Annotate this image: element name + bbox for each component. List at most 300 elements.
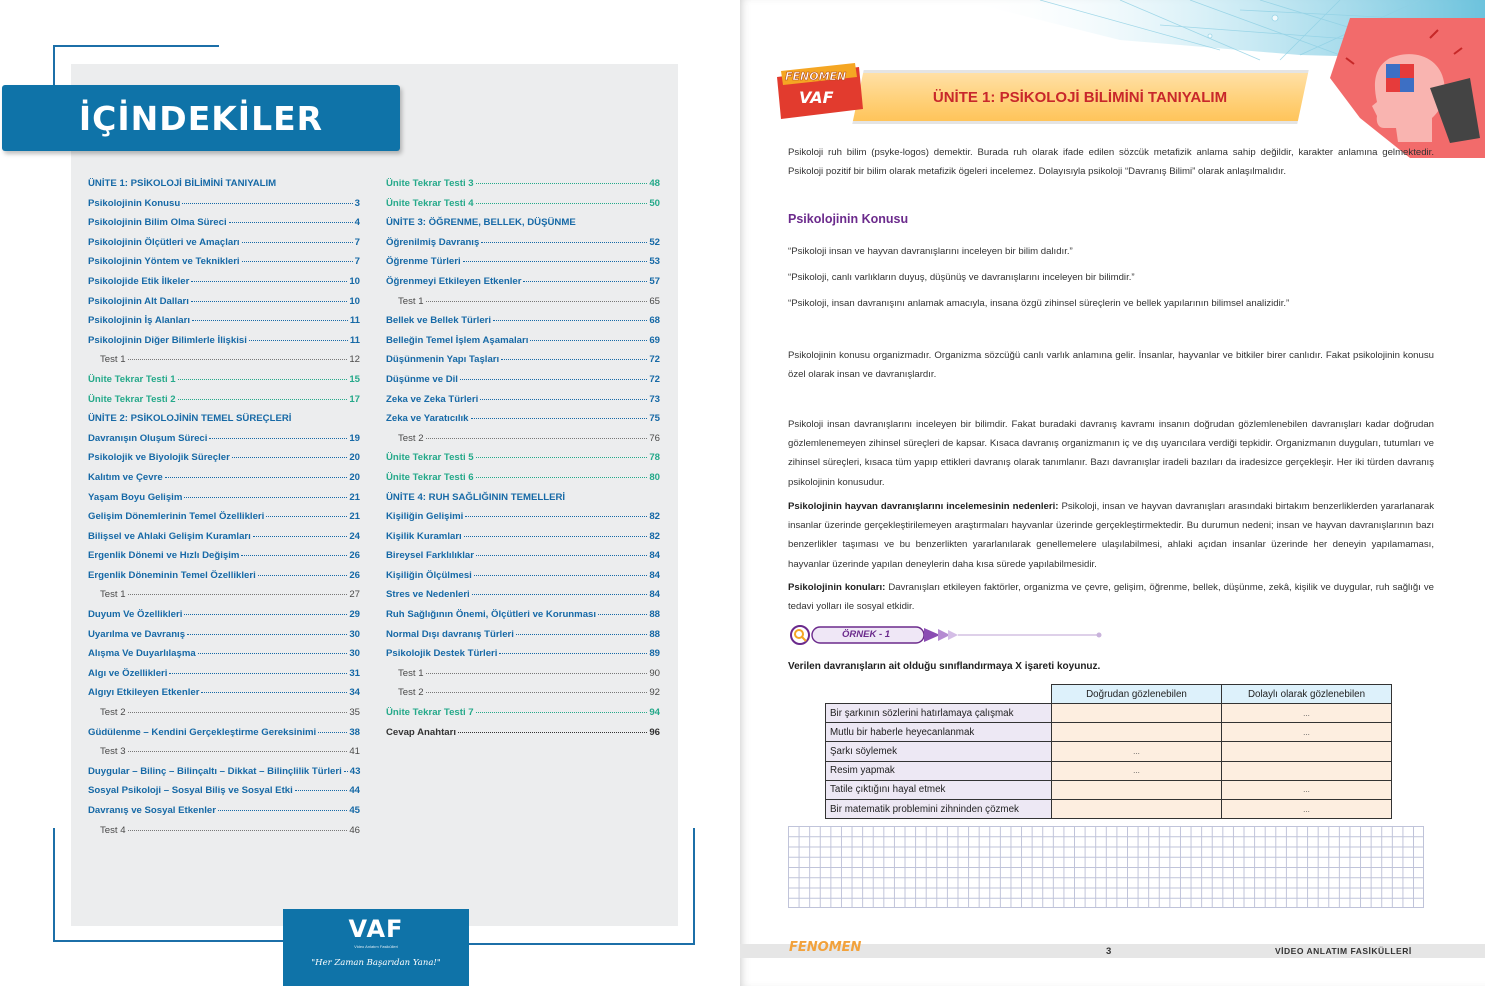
toc-entry-page: 48 [649, 178, 660, 189]
toc-leader [128, 751, 348, 752]
toc-entry-page: 26 [349, 550, 360, 562]
toc-entry-page: 73 [649, 393, 660, 405]
toc-entry-page: 76 [649, 432, 660, 444]
fenomen-vaf-logo [775, 63, 865, 121]
toc-entry[interactable] [88, 354, 360, 374]
toc-entry-title: Psikolojinin Konusu [88, 197, 181, 209]
toc-entry[interactable] [88, 276, 360, 296]
toc-leader [464, 536, 648, 537]
toc-entry[interactable] [88, 550, 360, 570]
toc-entry-title: Test 2 [100, 707, 126, 719]
toc-entry[interactable] [88, 335, 360, 355]
toc-entry[interactable] [88, 413, 360, 433]
toc-entry-title: Stres ve Nedenleri [386, 589, 470, 601]
toc-entry-page: 26 [349, 569, 360, 581]
toc-entry-page: 21 [349, 511, 360, 523]
toc-leader [426, 692, 648, 693]
logo-brand-top: FENOMEN [785, 70, 847, 83]
frame-line-top [53, 45, 219, 47]
toc-leader [165, 477, 348, 478]
toc-entry[interactable] [88, 746, 360, 766]
toc-entry[interactable] [88, 511, 360, 531]
toc-leader [218, 810, 347, 811]
toc-leader [598, 614, 647, 615]
toc-entry-title: Gelişim Dönemlerinin Temel Özellikleri [88, 511, 265, 523]
toc-entry-title: Test 4 [100, 824, 126, 836]
toc-entry-page: 29 [349, 609, 360, 621]
toc-leader [499, 653, 647, 654]
toc-entry-page: 53 [649, 256, 660, 268]
toc-entry-title: Ruh Sağlığının Önemi, Ölçütleri ve Korunması [386, 609, 597, 621]
indirect-cell[interactable] [1222, 742, 1392, 761]
toc-entry-page: 69 [649, 334, 660, 346]
toc-entry[interactable] [386, 550, 660, 570]
toc-entry[interactable] [386, 335, 660, 355]
toc-entry[interactable] [386, 374, 660, 394]
toc-entry[interactable] [386, 315, 660, 335]
toc-entry-title: Öğrenilmiş Davranış [386, 236, 480, 248]
toc-entry[interactable] [88, 570, 360, 590]
paragraph-topics [788, 578, 1434, 616]
toc-entry[interactable] [386, 296, 660, 316]
toc-entry-title: Ünite Tekrar Testi 4 [386, 197, 474, 209]
table-corner [826, 685, 1052, 704]
toc-leader [242, 261, 353, 262]
toc-entry[interactable] [88, 785, 360, 805]
indirect-cell[interactable]: ... [1222, 704, 1392, 723]
indirect-cell[interactable]: ... [1222, 780, 1392, 799]
toc-leader [128, 359, 348, 360]
toc-entry-title: ÜNİTE 4: RUH SAĞLIĞININ TEMELLERİ [386, 491, 566, 503]
direct-cell[interactable] [1052, 780, 1222, 799]
toc-entry[interactable] [386, 217, 660, 237]
toc-entry-page: 10 [349, 295, 360, 307]
toc-entry-title: Test 3 [100, 746, 126, 758]
page-number: 3 [1106, 946, 1112, 957]
toc-entry-title: Psikolojinin Ölçütleri ve Amaçları [88, 236, 240, 248]
logo-brand-bottom: VAF [799, 88, 834, 107]
toc-leader [460, 379, 647, 380]
toc-entry-page: 68 [649, 315, 660, 327]
toc-entry[interactable] [88, 198, 360, 218]
toc-leader [242, 242, 353, 243]
toc-leader [476, 457, 648, 458]
toc-entry-page: 90 [649, 667, 660, 679]
toc-entry-page: 78 [649, 452, 660, 464]
toc-entry-page: 92 [649, 687, 660, 699]
toc-entry-page: 4 [354, 217, 360, 229]
animal-research-text: Psikoloji, insan ve hayvan davranışları arasındaki birtakım benzerliklerden yararlanarak insanlar üzerinde gerçekleştirilemeyen araştırmaları hayvanlar üzerinde gerçekleştirmektedir. Bu durumun nedeni; insan ve hayvan davranışlarının bazı benzerlikler taşıması ve bu benzerlikten yararlanılarak genellemelere ulaşılabilmesi, ahlaki açıdan insanlar üzerinde her deneyin yapılamaması, hayvanlar üzerinde yapılan deneylerin daha kısa sürede yapılabilmesidir. [788, 501, 1434, 570]
toc-leader [178, 379, 348, 380]
toc-entry-title: Ünite Tekrar Testi 5 [386, 452, 474, 464]
table-row [826, 799, 1392, 818]
toc-entry-page: 94 [649, 707, 660, 719]
frame-line-left-top [53, 45, 55, 85]
toc-entry-title: Ünite Tekrar Testi 6 [386, 471, 474, 483]
toc-column-2 [386, 178, 660, 746]
toc-leader [249, 340, 348, 341]
toc-entry-title: Davranışın Oluşum Süreci [88, 432, 208, 444]
toc-entry[interactable] [386, 237, 660, 257]
toc-entry-page: 38 [349, 726, 360, 738]
toc-entry-title: Duyum Ve Özellikleri [88, 609, 183, 621]
toc-entry[interactable] [386, 256, 660, 276]
indirect-cell[interactable] [1222, 761, 1392, 780]
toc-entry[interactable] [88, 492, 360, 512]
unit-title-bar [852, 70, 1308, 124]
toc-entry-page: 80 [649, 471, 660, 483]
toc-entry-page: 7 [354, 256, 360, 268]
toc-entry[interactable] [88, 668, 360, 688]
toc-entry-page: 52 [649, 236, 660, 248]
toc-entry[interactable] [88, 178, 360, 198]
toc-leader [426, 438, 648, 439]
toc-leader [463, 261, 648, 262]
toc-leader [169, 673, 347, 674]
toc-entry-page: 7 [354, 236, 360, 248]
toc-entry-title: Duygular – Bilinç – Bilinçaltı – Dikkat – Bilinçlilik Türleri [88, 765, 342, 777]
toc-entry-title: Test 1 [398, 295, 424, 307]
toc-leader [266, 516, 347, 517]
toc-entry[interactable] [88, 805, 360, 825]
classification-table [825, 684, 1392, 819]
toc-leader [128, 712, 348, 713]
frame-line-bottom-left [53, 940, 283, 942]
toc-entry-title: Psikolojinin Alt Dalları [88, 295, 189, 307]
toc-leader [241, 555, 347, 556]
toc-entry-title: Psikolojinin Diğer Bilimlerle İlişkisi [88, 334, 247, 346]
toc-entry-title: Bilişsel ve Ahlaki Gelişim Kuramları [88, 530, 251, 542]
paragraph-subject: Psikolojinin konusu organizmadır. Organizma sözcüğü canlı varlık anlamına gelir. İnsanlar, hayvanlar ve bitkiler birer canlıdır. Fakat psikolojinin konusu özel olarak insan ve davranışlardır. [788, 350, 1434, 381]
toc-entry[interactable] [88, 629, 360, 649]
toc-entry[interactable] [386, 394, 660, 414]
toc-entry-title: ÜNİTE 2: PSİKOLOJİNİN TEMEL SÜREÇLERİ [88, 413, 292, 425]
toc-entry[interactable] [88, 472, 360, 492]
direct-cell[interactable] [1052, 799, 1222, 818]
toc-entry-title: Ünite Tekrar Testi 2 [88, 393, 176, 405]
toc-entry-page: 11 [349, 315, 360, 327]
toc-entry-page: 57 [649, 275, 660, 287]
toc-entry-page: 75 [649, 413, 660, 425]
toc-entry[interactable] [386, 198, 660, 218]
toc-entry-page: 50 [649, 197, 660, 209]
toc-leader [184, 497, 347, 498]
footer-brand: FENOMEN [789, 940, 862, 955]
toc-entry-page: 82 [649, 511, 660, 523]
vaf-subtitle: Video Anlatım Fasikülleri [354, 944, 398, 949]
toc-leader [472, 594, 648, 595]
toc-entry[interactable] [88, 648, 360, 668]
toc-entry-title: Psikolojide Etik İlkeler [88, 275, 190, 287]
toc-entry-page: 31 [349, 667, 360, 679]
toc-entry-title: Öğrenme Türleri [386, 256, 461, 268]
toc-entry[interactable] [386, 570, 660, 590]
toc-entry-title: Ergenlik Döneminin Temel Özellikleri [88, 569, 256, 581]
table-row [826, 704, 1392, 723]
header-direct: Doğrudan gözlenebilen [1052, 685, 1222, 704]
toc-entry[interactable] [386, 511, 660, 531]
toc-entry[interactable] [386, 178, 660, 198]
toc-entry[interactable] [88, 766, 360, 786]
toc-entry-title: Cevap Anahtarı [386, 726, 457, 738]
psychology-head-illustration [1320, 18, 1485, 158]
toc-leader [465, 516, 647, 517]
toc-leader [201, 692, 347, 693]
example-tag [788, 625, 1108, 645]
toc-entry-title: Test 1 [398, 667, 424, 679]
behavior-label: Resim yapmak [826, 761, 1052, 780]
toc-entry[interactable] [386, 492, 660, 512]
exercise-instruction: Verilen davranışların ait olduğu sınıflandırmaya X işareti koyunuz. [788, 661, 1101, 672]
toc-column-1 [88, 178, 360, 844]
toc-entry[interactable] [386, 727, 660, 747]
toc-leader [426, 301, 648, 302]
toc-entry-title: Düşünmenin Yapı Taşları [386, 354, 500, 366]
direct-cell[interactable]: ... [1052, 742, 1222, 761]
toc-leader [481, 242, 647, 243]
toc-leader [258, 575, 348, 576]
toc-entry[interactable] [386, 668, 660, 688]
toc-entry-page: 96 [649, 726, 660, 738]
toc-entry-title: Alışma Ve Duyarlılaşma [88, 648, 196, 660]
toc-leader [295, 790, 348, 791]
paragraph-animal-research [788, 497, 1434, 574]
toc-entry[interactable] [88, 589, 360, 609]
toc-leader [458, 732, 647, 733]
topics-text: Davranışları etkileyen faktörler, organizma ve çevre, gelişim, öğrenme, bellek, düşünme, zekâ, kişilik ve duygular, ruh sağlığı ve tedavi yolları ile sosyal etkidir. [788, 582, 1434, 613]
toc-entry-page: 20 [349, 452, 360, 464]
toc-entry-title: Ünite Tekrar Testi 1 [88, 373, 176, 385]
toc-entry[interactable] [386, 609, 660, 629]
toc-entry-title: Belleğin Temel İşlem Aşamaları [386, 334, 529, 346]
toc-entry-title: Davranış ve Sosyal Etkenler [88, 805, 216, 816]
table-row [826, 761, 1392, 780]
toc-entry-title: Psikolojinin Yöntem ve Teknikleri [88, 256, 240, 268]
toc-entry[interactable] [386, 589, 660, 609]
toc-title: İÇİNDEKİLER [78, 98, 324, 138]
toc-entry[interactable] [386, 707, 660, 727]
table-row [826, 780, 1392, 799]
toc-entry-title: Sosyal Psikoloji – Sosyal Biliş ve Sosyal Etki [88, 785, 293, 797]
toc-entry[interactable] [88, 374, 360, 394]
toc-entry[interactable] [386, 472, 660, 492]
vaf-logo: VAF [348, 915, 404, 943]
example-label: ÖRNEK - 1 [842, 629, 891, 640]
frame-line-left-bottom [53, 828, 55, 941]
toc-entry-page: 88 [649, 628, 660, 640]
toc-entry-page: 27 [349, 589, 360, 601]
toc-entry[interactable] [386, 354, 660, 374]
toc-entry-title: Bellek ve Bellek Türleri [386, 315, 492, 327]
toc-entry-title: Psikolojinin Bilim Olma Süreci [88, 217, 227, 229]
toc-entry[interactable] [386, 452, 660, 472]
direct-cell[interactable] [1052, 723, 1222, 742]
toc-leader [476, 555, 647, 556]
toc-leader [184, 614, 347, 615]
toc-entry-page: 72 [649, 373, 660, 385]
toc-entry-title: Ergenlik Dönemi ve Hızlı Değişim [88, 550, 240, 562]
toc-entry-page: 30 [349, 648, 360, 660]
toc-leader [318, 732, 347, 733]
toc-entry-title: Zeka ve Zeka Türleri [386, 393, 479, 405]
toc-entry-page: 84 [649, 569, 660, 581]
toc-entry-page: 41 [349, 746, 360, 758]
toc-entry[interactable] [386, 433, 660, 453]
toc-entry-page: 45 [349, 805, 360, 816]
toc-entry-page: 82 [649, 530, 660, 542]
toc-entry-title: Kalıtım ve Çevre [88, 471, 163, 483]
toc-entry-page: 89 [649, 648, 660, 660]
toc-entry[interactable] [88, 825, 360, 845]
toc-entry-title: Kişiliğin Gelişimi [386, 511, 464, 523]
animal-research-label: Psikolojinin hayvan davranışlarını incelemesinin nedenleri: [788, 501, 1059, 512]
toc-leader [209, 438, 347, 439]
toc-entry-title: Test 2 [398, 687, 424, 699]
toc-entry[interactable] [386, 648, 660, 668]
toc-leader [474, 575, 647, 576]
toc-leader [476, 712, 648, 713]
vaf-slogan: "Her Zaman Başarıdan Yana!" [311, 958, 441, 968]
toc-entry-title: Test 1 [100, 354, 126, 366]
toc-leader [501, 359, 647, 360]
toc-entry-title: Öğrenmeyi Etkileyen Etkenler [386, 275, 522, 287]
toc-entry-title: Algı ve Özellikleri [88, 667, 168, 679]
paragraph-behavior: Psikoloji insan davranışlarını inceleyen bir bilimdir. Fakat buradaki davranış kavramı insanın doğrudan gözlemlenebilen davranışları kadar doğrudan gözlemlenemeyen zihinsel süreçleri de kapsar. Kısaca davranış organizmanın iç ve dış uyarıcılara verdiği tepkidir. Organizmanın duyguları, tutumları ve zihinsel süreçleri, kısaca tüm yapıp ettikleri davranış olarak tanımlanır. Bazı davranışlar iradeli bazıları da iradesizce gerçekleşir. Her iki türden davranış psikolojinin konusudur. [788, 419, 1434, 488]
toc-entry[interactable] [386, 413, 660, 433]
toc-entry-title: ÜNİTE 1: PSİKOLOJİ BİLİMİNİ TANIYALIM [88, 178, 277, 189]
toc-entry[interactable] [88, 452, 360, 472]
frame-line-bottom-right [469, 943, 695, 945]
toc-leader [187, 634, 347, 635]
toc-leader [229, 222, 353, 223]
toc-entry-page: 34 [349, 687, 360, 699]
toc-leader [516, 634, 647, 635]
definition-quote-2: “Psikoloji, canlı varlıkların duyuş, düşünüş ve davranışlarını inceleyen bir bilimdir.” [788, 272, 1135, 283]
toc-entry[interactable] [88, 256, 360, 276]
toc-entry[interactable] [386, 629, 660, 649]
toc-leader [493, 320, 647, 321]
toc-entry-page: 17 [349, 393, 360, 405]
toc-entry[interactable] [88, 687, 360, 707]
unit-title: ÜNİTE 1: PSİKOLOJİ BİLİMİNİ TANIYALIM [933, 88, 1228, 106]
toc-leader [182, 203, 352, 204]
direct-cell[interactable]: ... [1052, 761, 1222, 780]
toc-entry-page: 65 [649, 295, 660, 307]
toc-leader [476, 203, 648, 204]
toc-entry-page: 84 [649, 589, 660, 601]
toc-leader [128, 830, 348, 831]
toc-entry-title: Normal Dışı davranış Türleri [386, 628, 514, 640]
answer-grid[interactable] [788, 826, 1424, 908]
toc-entry[interactable] [88, 237, 360, 257]
table-row [826, 742, 1392, 761]
toc-entry-page: 3 [354, 197, 360, 209]
toc-entry[interactable] [386, 687, 660, 707]
direct-cell[interactable] [1052, 704, 1222, 723]
section-title: Psikolojinin Konusu [788, 212, 909, 226]
behavior-label: Tatile çıktığını hayal etmek [826, 780, 1052, 799]
toc-leader [191, 301, 347, 302]
toc-entry[interactable] [88, 609, 360, 629]
toc-title-banner [2, 85, 400, 151]
toc-entry[interactable] [88, 727, 360, 747]
header-indirect: Dolaylı olarak gözlenebilen [1222, 685, 1392, 704]
toc-entry-page: 20 [349, 471, 360, 483]
toc-entry-page: 24 [349, 530, 360, 542]
footer-title: VİDEO ANLATIM FASİKÜLLERİ [1275, 946, 1412, 956]
toc-leader [344, 771, 348, 772]
toc-entry-page: 21 [349, 491, 360, 503]
toc-entry[interactable] [88, 217, 360, 237]
toc-entry-page: 12 [349, 354, 360, 366]
toc-entry-title: ÜNİTE 3: ÖĞRENME, BELLEK, DÜŞÜNME [386, 217, 576, 229]
definition-quote-1: “Psikoloji insan ve hayvan davranışlarını inceleyen bir bilim dalıdır.” [788, 246, 1073, 257]
vaf-brand-box [283, 909, 469, 986]
toc-entry-title: Yaşam Boyu Gelişim [88, 491, 183, 503]
toc-entry-title: Algıyı Etkileyen Etkenler [88, 687, 200, 699]
toc-entry[interactable] [386, 531, 660, 551]
behavior-label: Mutlu bir haberle heyecanlanmak [826, 723, 1052, 742]
toc-entry[interactable] [88, 296, 360, 316]
toc-entry[interactable] [88, 315, 360, 335]
toc-leader [471, 418, 648, 419]
topics-label: Psikolojinin konuları: [788, 582, 886, 593]
toc-entry-title: Test 1 [100, 589, 126, 601]
toc-entry[interactable] [88, 433, 360, 453]
toc-entry[interactable] [88, 394, 360, 414]
toc-leader [128, 594, 348, 595]
behavior-label: Bir matematik problemini zihninden çözmek [826, 799, 1052, 818]
toc-entry-title: Psikolojinin İş Alanları [88, 315, 191, 327]
toc-entry-title: Kişilik Kuramları [386, 530, 462, 542]
behavior-label: Bir şarkının sözlerini hatırlamaya çalışmak [826, 704, 1052, 723]
toc-entry-page: 43 [349, 765, 361, 777]
indirect-cell[interactable]: ... [1222, 723, 1392, 742]
toc-leader [253, 536, 348, 537]
toc-leader [178, 399, 348, 400]
toc-entry-page: 15 [349, 373, 360, 385]
toc-entry-page: 46 [349, 824, 360, 836]
toc-leader [426, 673, 648, 674]
toc-leader [232, 457, 347, 458]
toc-entry-title: Psikolojik Destek Türleri [386, 648, 498, 660]
toc-entry-title: Zeka ve Yaratıcılık [386, 413, 469, 425]
toc-leader [480, 399, 647, 400]
toc-entry[interactable] [88, 531, 360, 551]
toc-entry-title: Ünite Tekrar Testi 7 [386, 707, 474, 719]
toc-entry[interactable] [386, 276, 660, 296]
indirect-cell[interactable]: ... [1222, 799, 1392, 818]
toc-entry-page: 19 [349, 432, 360, 444]
toc-leader [523, 281, 647, 282]
toc-entry-page: 84 [649, 550, 660, 562]
toc-entry-title: Test 2 [398, 432, 424, 444]
toc-leader [476, 477, 648, 478]
toc-entry-page: 11 [349, 334, 360, 346]
toc-entry[interactable] [88, 707, 360, 727]
toc-leader [476, 183, 648, 184]
toc-entry-title: Düşünme ve Dil [386, 373, 458, 385]
toc-entry-title: Psikolojik ve Biyolojik Süreçler [88, 452, 230, 464]
toc-leader [191, 281, 347, 282]
toc-entry-title: Kişiliğin Ölçülmesi [386, 569, 472, 581]
toc-leader [530, 340, 647, 341]
toc-entry-page: 10 [349, 275, 360, 287]
toc-entry-page: 30 [349, 628, 360, 640]
definition-quote-3: “Psikoloji, insan davranışını anlamak amacıyla, insana özgü zihinsel süreçlerin ve bellek yapılarının bilimsel analizidir.” [788, 298, 1290, 309]
toc-entry-page: 35 [349, 707, 360, 719]
table-row [826, 723, 1392, 742]
